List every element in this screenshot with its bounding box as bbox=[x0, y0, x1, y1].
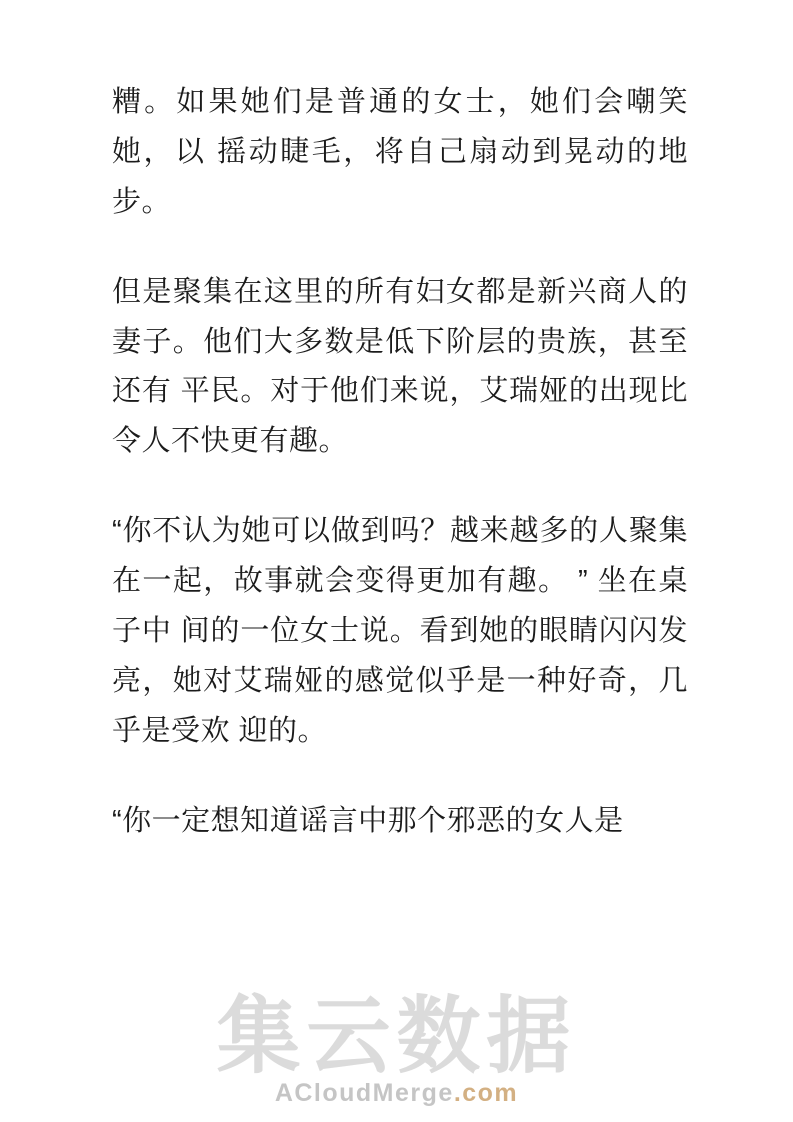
paragraph-1: 糟。如果她们是普通的女士，她们会嘲笑她，以 摇动睫毛，将自己扇动到晃动的地步。 bbox=[112, 86, 688, 218]
watermark-domain-suffix: .com bbox=[453, 1079, 519, 1107]
watermark-sub-text bbox=[0, 1079, 793, 1108]
watermark bbox=[0, 989, 793, 1108]
watermark-brand: ACloudMerge bbox=[274, 1079, 454, 1107]
paragraph-3: “你不认为她可以做到吗？越来越多的人聚集在一起，故事就会变得更加有趣。 ” 坐在桌子中 间的一位女士说。看到她的眼睛闪闪发亮，她对艾瑞娅的感觉似乎是一种好奇，几乎是受欢 迎的。 bbox=[112, 515, 688, 747]
watermark-main-text: 集云数据 bbox=[216, 989, 577, 1084]
paragraph-2: 但是聚集在这里的所有妇女都是新兴商人的妻子。他们大多数是低下阶层的贵族，甚至还有 平民。对于他们来说，艾瑞娅的出现比令人不快更有趣。 bbox=[112, 275, 688, 458]
document-body bbox=[112, 78, 688, 846]
paragraph-4: “你一定想知道谣言中那个邪恶的女人是 bbox=[112, 804, 624, 837]
